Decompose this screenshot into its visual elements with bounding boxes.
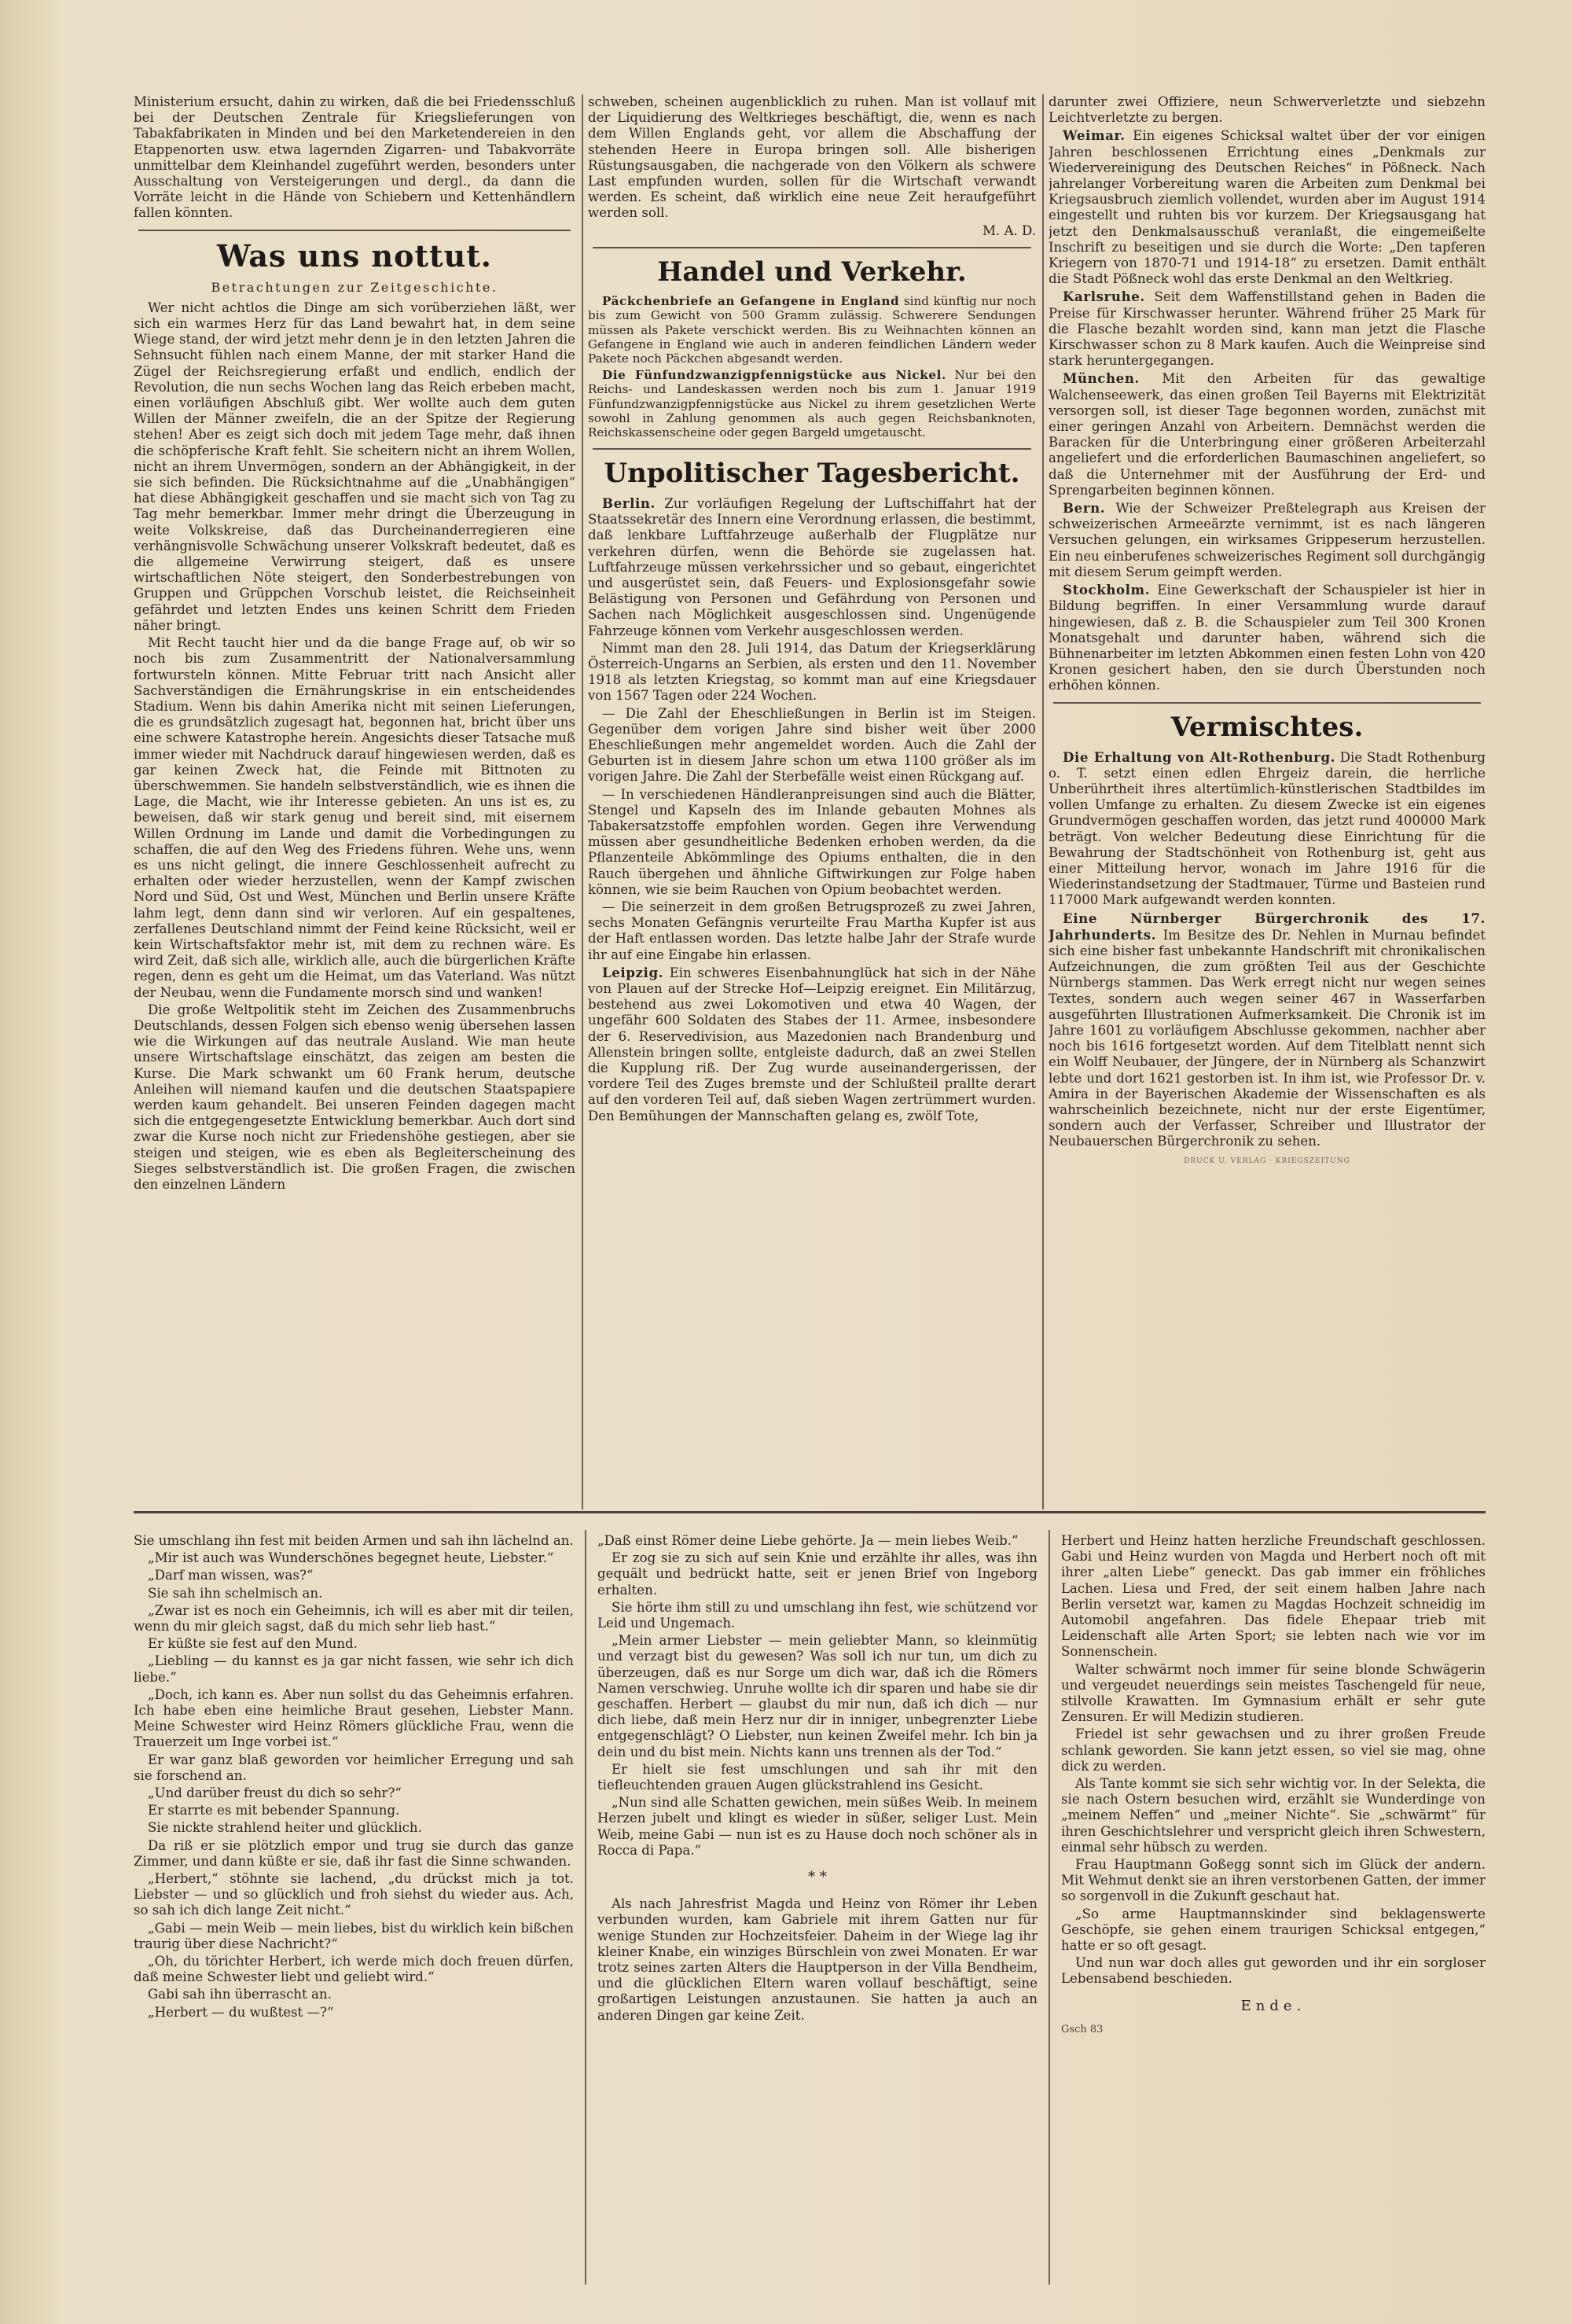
section-divider <box>593 247 1031 248</box>
column-3 <box>1049 94 1486 1502</box>
news-item-text: Die Stadt Rothenburg o. T. setzt einen edlen Ehrgeiz darein, die herrliche Unberührtheit ihres altertümlich-künstlerischen Stadtbildes im vollen Umfange zu erhalten. Zu diesem Zwecke ist ein eigenes Grundvermögen geschaffen worden, das jetzt rund 400000 Mark beträgt. Von welcher Bedeutung diese Einrichtung für die Bewahrung der Stadtschönheit von Rothenburg ist, geht aus einer Mitteilung hervor, wonach im Jahre 1916 für die Wiederinstandsetzung der Stadtmauer, Türme und Basteien rund 117000 Mark aufgewandt werden konnten. <box>1049 749 1486 908</box>
news-item-lead: Leipzig. <box>602 964 664 980</box>
news-item <box>588 294 1036 366</box>
serial-paragraph: Herbert und Heinz hatten herzliche Freundschaft geschlossen. Gabi und Heinz wurden von Magda und Herbert noch oft mit ihrer „alten Liebe“ geneckt. Das gab immer ein fröhliches Lachen. Liesa und Fred, der seit einem halben Jahre nach Berlin versetzt war, kamen zu Magdas Hochzeit schneidig im Automobil angefahren. Das fidele Ehepaar trieb mit Leidenschaft alle Arten Sport; sie lebten nach wie vor im Sonnenschein. <box>1061 1533 1486 1660</box>
news-item-lead: Die Fünfundzwanzigpfennigstücke aus Nickel. <box>602 367 946 382</box>
serial-paragraph: „Darf man wissen, was?“ <box>148 1568 314 1583</box>
news-item <box>588 495 1036 639</box>
news-item-text: Im Besitze des Dr. Nehlen in Murnau befindet sich eine bisher fast unbekannte Handschrift mit chronikalischen Aufzeichnungen, die zum größten Teil aus der Geschichte Nürnbergs stammen. Das Werk erregt nicht nur wegen seines Textes, sondern auch wegen seiner 467 in Wasserfarben ausgeführten Illustrationen Aufmerksamkeit. Die Chronik ist im Jahre 1601 zu vorläufigem Abschlusse gekommen, nachher aber noch bis 1616 fortgesetzt worden. Auf dem Titelblatt nennt sich ein Wolff Neubauer, der Jüngere, der in Nürnberg als Schanzwirt lebte und dort 1621 gestorben ist. In ihm ist, wie Professor Dr. v. Amira in der Bayerischen Akademie der Wissenschaften es als wahrscheinlich bezeichnete, nicht nur der erste Eigentümer, sondern auch der Verfasser, Schreiber und Illustrator der Neubauerschen Bürgerchronik zu sehen. <box>1049 927 1486 1149</box>
column-1 <box>134 94 575 1502</box>
news-item <box>1049 500 1486 580</box>
news-item-lead: Weimar. <box>1063 127 1126 144</box>
serial-paragraph: „Oh, du törichter Herbert, ich werde mich doch freuen dürfen, daß meine Schwester liebt und geliebt wird.“ <box>134 1954 574 1985</box>
section-heading-tagesbericht: Unpolitischer Tagesbericht. <box>604 457 1020 489</box>
serial-paragraph: Er küßte sie fest auf den Mund. <box>148 1636 358 1652</box>
article-paragraph: Die große Weltpolitik steht im Zeichen des Zusammenbruchs Deutschlands, dessen Folgen sich ebenso wenig übersehen lassen wie die Wirkungen auf das neutrale Ausland. Wie man heute unsere Wirtschaftslage einschätzt, das zeigen am besten die Kurse. Die Mark schwankt um 60 Frank herum, deutsche Anleihen will niemand kaufen und die deutschen Staatspapiere werden kaum gehandelt. Bei unseren Feinden dagegen macht sich die entgegengesetzte Entwicklung bemerkbar. Auch dort sind zwar die Kurse noch nicht zur Friedenshöhe gestiegen, aber sie steigen und steigen, wie es eben als Begleiterscheinung des Sieges selbstverständlich ist. Die großen Fragen, die zwischen den einzelnen Ländern <box>134 1002 575 1192</box>
serial-paragraph: „Doch, ich kann es. Aber nun sollst du das Geheimnis erfahren. Ich habe eben eine heimliche Braut gesehen, Liebster Mann. Meine Schwester wird Heinz Römers glückliche Frau, wenn die Trauerzeit um Inge vorbei ist.“ <box>134 1686 574 1750</box>
section-stars: * * <box>808 1869 827 1886</box>
serial-column-1 <box>134 1533 574 2288</box>
article-signature: M. A. D. <box>982 222 1036 238</box>
news-item-text: Ein eigenes Schicksal waltet über der vor einigen Jahren beschlossenen Errichtung eines „Denkmals zur Wiedervereinigung des Deutschen Reiches“ in Pößneck. Nach jahrelanger Vorbereitung waren die Arbeiten zum Denkmal bei Kriegsausbruch ziemlich vollendet, wurden aber im August 1914 eingestellt und ruhten bis vor kurzem. Der Kriegsausgang hat jetzt den Denkmalsausschuß veranlaßt, die eingemeißelte Inschrift zu beseitigen und sie durch die Worte: „Den tapferen Kriegern von 1870-71 und 1914-18“ zu ersetzen. Damit enthält die Stadt Pößneck wohl das erste Denkmal an den Weltkrieg. <box>1049 128 1486 287</box>
news-item-lead: Stockholm. <box>1063 582 1151 598</box>
serial-paragraph: „Mein armer Liebster — mein geliebter Mann, so kleinmütig und verzagt bist du gewesen? Was soll ich nur tun, um dich zu überzeugen, daß es nur Sorge um dich war, daß ich die Römers Namen verschwieg. Unruhe wollte ich dir sparen und habe sie dir geschaffen. Herbert — glaubst du mir nun, daß ich dich — nur dich liebe, daß mein Herz nur dir in inniger, unbegrenzter Liebe entgegenschlägt? O Liebster, nun keinen Zweifel mehr. Ich bin ja dein und du bist mein. Nichts kann uns trennen als der Tod.“ <box>597 1633 1038 1760</box>
news-item <box>1049 910 1486 1150</box>
serial-paragraph: Er hielt sie fest umschlungen und sah ihr mit den tiefleuchtenden grauen Augen glückstrahlend ins Gesicht. <box>597 1761 1038 1793</box>
column-2 <box>588 94 1036 1502</box>
serial-paragraph: Friedel ist sehr gewachsen und zu ihrer großen Freude schlank geworden. Sie kann jetzt essen, so viel sie mag, ohne dick zu werden. <box>1061 1726 1486 1774</box>
serial-paragraph: Als nach Jahresfrist Magda und Heinz von Römer ihr Leben verbunden wurden, kam Gabriele mit ihrem Gatten nur für wenige Stunden zur Hochzeitsfeier. Daheim in der Wiege lag ihr kleiner Knabe, ein winziges Bürschlein von zwei Monaten. Er war trotz seines zarten Alters die Hauptperson in der Villa Bendheim, und die glücklichen Eltern waren vollauf beschäftigt, seine großartigen Leistungen anzustaunen. Sie hatten ja auch an anderen Dingen gar keine Zeit. <box>597 1896 1038 2023</box>
serial-paragraph: Da riß er sie plötzlich empor und trug sie durch das ganze Zimmer, und dann küßte er sie, daß ihr fast die Sinne schwanden. <box>134 1837 574 1869</box>
serial-paragraph: „Gabi — mein Weib — mein liebes, bist du wirklich kein bißchen traurig über diese Nachricht?“ <box>134 1920 574 1951</box>
column-rule <box>585 1530 586 2285</box>
serial-paragraph: „Und darüber freust du dich so sehr?“ <box>148 1785 402 1801</box>
news-item <box>1049 582 1486 693</box>
news-item <box>588 368 1036 440</box>
news-item-text: Seit dem Waffenstillstand gehen in Baden die Preise für Kirschwasser herunter. Während früher 25 Mark für die Flasche bezahlt worden sind, kann man jetzt die Flasche Kirschwasser schon zu 8 Mark kaufen. Auch die Weinpreise sind stark heruntergegangen. <box>1049 289 1486 369</box>
news-item-text: Eine Gewerkschaft der Schauspieler ist hier in Bildung begriffen. In einer Versammlung wurde darauf hingewiesen, daß z. B. die Schauspieler zum Teil 300 Kronen Monatsgehalt und darunter haben, während sich die Bühnenarbeiter im letzten Abkommen einen festen Lohn von 420 Kronen gesichert haben, den sie durch Überstunden noch erhöhen können. <box>1049 583 1486 693</box>
serial-divider <box>134 1511 1486 1513</box>
section-divider <box>593 448 1031 450</box>
serial-paragraph: „So arme Hauptmannskinder sind beklagenswerte Geschöpfe, sie gehen einem traurigen Schicksal entgegen,“ hatte er so oft gesagt. <box>1061 1906 1486 1954</box>
serial-paragraph: Sie sah ihn schelmisch an. <box>148 1585 323 1601</box>
column-rule <box>582 94 583 1509</box>
serial-paragraph: Er war ganz blaß geworden vor heimlicher Erregung und sah sie forschend an. <box>134 1752 574 1783</box>
news-item-lead: Eine Nürnberger Bürgerchronik des 17. Jahrhunderts. <box>1049 910 1486 943</box>
news-item: Nimmt man den 28. Juli 1914, das Datum der Kriegserklärung Österreich-Ungarns an Serbien, als ersten und den 11. November 1918 als letzten Kriegstag, so kommt man auf eine Kriegsdauer von 1567 Tagen oder 224 Wochen. <box>588 640 1036 704</box>
news-item-text: Mit den Arbeiten für das gewaltige Walchenseewerk, das einen großen Teil Bayerns mit Elektrizität versorgen soll, ist dieser Tage begonnen worden, zunächst mit einer geringen Anzahl von Arbeitern. Demnächst werden die Baracken für die Unterbringung einer größeren Arbeiterzahl angeliefert und die erforderlichen Baumaschinen angeliefert, so daß die Unternehmer mit der Ausführung der Erd- und Sprengarbeiten beginnen können. <box>1049 371 1486 498</box>
news-item-text: Zur vorläufigen Regelung der Luftschiffahrt hat der Staatssekretär des Innern eine Verordnung erlassen, die bestimmt, daß lenkbare Luftfahrzeuge außerhalb der Flugplätze nur verkehren dürfen, wenn die Behörde sie zugelassen hat. Luftfahrzeuge müssen verkehrssicher und so gebaut, eingerichtet und ausgerüstet sein, daß Feuers- und Explosionsgefahr sowie Belästigung von Personen und Gefährdung von Personen und Sachen nach Möglichkeit ausgeschlossen sind. Ungenügende Fahrzeuge können vom Verkehr ausgeschlossen werden. <box>588 495 1036 638</box>
serial-paragraph: Sie nickte strahlend heiter und glücklich. <box>148 1820 422 1836</box>
news-item: — In verschiedenen Händleranpreisungen sind auch die Blätter, Stengel und Kapseln des im Inlande gebauten Mohnes als Tabakersatzstoffe empfohlen worden. Gegen ihre Verwendung müssen aber gesundheitliche Bedenken erhoben werden, da die Pflanzenteile Abkömmlinge des Opiums enthalten, die in den Rauch übergehen und ähnliche Giftwirkungen zur Folge haben können, wie sie beim Rauchen von Opium beobachtet werden. <box>588 786 1036 897</box>
serial-paragraph: Walter schwärmt noch immer für seine blonde Schwägerin und vergeudet neuerdings sein meistes Taschengeld für neue, stilvolle Krawatten. Im Gymnasium erhält er sehr gute Zensuren. Er will Medizin studieren. <box>1061 1661 1486 1725</box>
column-rule <box>1049 1530 1050 2285</box>
serial-paragraph: Sie hörte ihm still zu und umschlang ihn fest, wie schützend vor Leid und Ungemach. <box>597 1599 1038 1631</box>
serial-paragraph: Als Tante kommt sie sich sehr wichtig vor. In der Selekta, die sie nach Ostern besuchen wird, erzählt sie Wunderdinge von „meinem Neffen“ und „meiner Nichte“. Sie „schwärmt“ für ihren Geschichtslehrer und verspricht gleich ihren Schwestern, einmal sehr hübsch zu werden. <box>1061 1776 1486 1855</box>
news-item <box>1049 749 1486 909</box>
news-item <box>1049 127 1486 287</box>
serial-paragraph: „Herbert,“ stöhnte sie lachend, „du drückst mich ja tot. Liebster — und so glücklich und froh siehst du wieder aus. Ach, so sah ich dich lange Zeit nicht.“ <box>134 1871 574 1918</box>
article-heading-was-uns-nottut: Was uns nottut. <box>217 237 492 274</box>
serial-paragraph: „Daß einst Römer deine Liebe gehörte. Ja — mein liebes Weib.“ <box>597 1533 1019 1548</box>
serial-paragraph: Frau Hauptmann Goßegg sonnt sich im Glück der andern. Mit Wehmut denkt sie an ihren verstorbenen Gatten, der immer so sorgenvoll in die Zukunft geschaut hat. <box>1061 1857 1486 1904</box>
serial-column-3 <box>1061 1533 1486 2288</box>
news-item-lead: Karlsruhe. <box>1063 289 1145 305</box>
news-item: — Die Zahl der Eheschließungen in Berlin ist im Steigen. Gegenüber dem vorigen Jahre sind bisher weit über 2000 Eheschließungen mehr angemeldet worden. Auch die Zahl der Geburten ist in diesem Jahre schon um etwa 1100 größer als im vorigen Jahre. Die Zahl der Sterbefälle weist einen Rückgang auf. <box>588 705 1036 785</box>
news-item-lead: Berlin. <box>602 495 656 511</box>
serial-end-mark: Ende. <box>1240 1997 1306 2014</box>
news-item-text: sind künftig nur noch bis zum Gewicht von 500 Gramm zulässig. Schwerere Sendungen müssen als Pakete verschickt werden. Bis zu Weihnachten können an Gefangene in England wie auch in anderen feindlichen Ländern weder Pakete noch Päckchen abgesandt werden. <box>588 293 1036 366</box>
news-item-lead: München. <box>1063 370 1140 387</box>
tobacco-notice: Ministerium ersucht, dahin zu wirken, daß die bei Friedensschluß bei der Deutschen Zentrale für Kriegslieferungen von Tabakfabrikaten in Minden und bei den Marketendereien in den Etappenorten usw. etwa lagernden Zigarren- und Tabakvorräte unmittelbar dem Kleinhandel zugeführt werden, besonders unter Ausschaltung von Versteigerungen und dergl., da dann die Vorräte leicht in die Hände von Schiebern und Kettenhändlern fallen könnten. <box>134 94 575 221</box>
news-item-text: Ein schweres Eisenbahnunglück hat sich in der Nähe von Plauen auf der Strecke Hof—Leipzig ereignet. Ein Militärzug, bestehend aus zwei Lokomotiven und etwa 40 Wagen, der ungefähr 600 Soldaten des Stabes der 11. Armee, insbesondere der 6. Reservedivision, aus Mazedonien nach Brandenburg und Allenstein bringen sollte, entgleiste dadurch, daß an zwei Stellen die Kupplung riß. Der Zug wurde auseinandergerissen, der vordere Teil des Zuges bremste und der Schlußteil prallte derart auf den vorderen Teil auf, daß sieben Wagen zertrümmert wurden. Den Bemühungen der Mannschaften gelang es, zwölf Tote, <box>588 965 1036 1123</box>
news-item: — Die seinerzeit in dem großen Betrugsprozeß zu zwei Jahren, sechs Monaten Gefängnis verurteilte Frau Martha Kupfer ist aus der Haft entlassen worden. Das letzte halbe Jahr der Strafe wurde ihr auf eine Eingabe hin erlassen. <box>588 899 1036 962</box>
serial-paragraph: „Nun sind alle Schatten gewichen, mein süßes Weib. In meinem Herzen jubelt und klingt es wieder in süßer, seliger Lust. Mein Weib, meine Gabi — nun ist es zu Hause doch noch schöner als in Rocca di Papa.“ <box>597 1795 1038 1858</box>
news-item-lead: Päckchenbriefe an Gefangene in England <box>602 293 900 308</box>
news-item-lead: Bern. <box>1063 500 1106 517</box>
serial-paragraph: „Zwar ist es noch ein Geheimnis, ich will es aber mit dir teilen, wenn du mir gleich sagst, daß du mich sehr lieb hast.“ <box>134 1602 574 1635</box>
serial-column-2 <box>597 1533 1038 2288</box>
printer-mark: Gsch 83 <box>1061 2023 1104 2035</box>
news-continuation: darunter zwei Offiziere, neun Schwerverletzte und siebzehn Leichtverletzte zu bergen. <box>1049 94 1486 126</box>
news-item <box>1049 370 1486 498</box>
serial-paragraph: Gabi sah ihn überrascht an. <box>148 1987 332 2002</box>
serial-paragraph: „Herbert — du wußtest —?“ <box>148 2004 334 2020</box>
news-item-lead: Die Erhaltung von Alt-Rothenburg. <box>1063 748 1336 765</box>
news-item-text: Wie der Schweizer Preßtelegraph aus Kreisen der schweizerischen Armeeärzte vernimmt, ist es nach längeren Versuchen gelungen, ein wirksames Grippeserum herzustellen. Ein neu einberufenes schweizerisches Regiment soll durchgängig mit diesem Serum geimpft werden. <box>1049 501 1486 579</box>
article-subheading: Betrachtungen zur Zeitgeschichte. <box>211 279 498 295</box>
serial-paragraph: Er starrte es mit bebender Spannung. <box>148 1803 400 1818</box>
serial-paragraph: Sie umschlang ihn fest mit beiden Armen und sah ihn lächelnd an. <box>134 1533 574 1548</box>
news-item <box>1049 289 1486 369</box>
column-rule <box>1042 94 1044 1509</box>
article-continuation: schweben, scheinen augenblicklich zu ruhen. Man ist vollauf mit der Liquidierung des Weltkrieges beschäftigt, die, wenn es nach dem Willen Englands geht, vor allem die Abschaffung der stehenden Heere in Europa bringen soll. Alle bisherigen Rüstungsausgaben, die nachgerade von den Völkern als schwere Last empfunden wurden, sollen für die Wirtschaft verwandt werden. Es scheint, daß wirklich eine neue Zeit heraufgeführt werden soll. <box>588 94 1036 221</box>
section-divider <box>1053 702 1481 704</box>
serial-paragraph: Er zog sie zu sich auf sein Knie und erzählte ihr alles, was ihn gequält und bedrückt hatte, seit er jenen Brief von Ingeborg erhalten. <box>597 1550 1038 1598</box>
section-divider <box>138 230 571 231</box>
article-paragraph: Mit Recht taucht hier und da die bange Frage auf, ob wir so noch bis zum Zusammentritt der Nationalversammlung fortwursteln können. Mitte Februar tritt nach Ansicht aller Sachverständigen die Ernährungskrise in ein entscheidendes Stadium. Wenn bis dahin Amerika nicht mit seinen Lieferungen, die es grundsätzlich zugesagt hat, begonnen hat, bricht über uns eine schwere Katastrophe herein. Angesichts dieser Tatsache muß immer wieder mit Nachdruck darauf hingewiesen werden, daß es gar keinen Zweck hat, die Feinde mit Bittnoten zu überschwemmen. Sie handeln selbstverständlich, wie es ihnen die Lage, die Macht, wie ihr Interesse gebieten. An uns ist es, zu beweisen, daß wir stark genug und bereit sind, mit eisernem Willen Ordnung im Lande und damit die Vorbedingungen zu schaffen, die auf den Weg des Friedens führen. Wehe uns, wenn es uns nicht gelingt, die innere Geschlossenheit aufrecht zu erhalten oder wieder herzustellen, wenn der Kampf zwischen Nord und Süd, Ost und West, München und Berlin unsere Kräfte lahm legt, denn dann sind wir verloren. Auf ein gespaltenes, zerfallenes Deutschland nimmt der Feind keine Rücksicht, weil er kein Wirtschaftsfaktor mehr ist, mit dem zu rechnen wäre. Es wird Zeit, daß sich alle, wirklich alle, auch die bürgerlichen Kräfte regen, denn es geht um die Heimat, um das Vaterland. Was nützt der Neubau, wenn die Fundamente morsch sind und wanken! <box>134 635 575 1000</box>
news-item <box>588 965 1036 1124</box>
serial-paragraph: „Liebling — du kannst es ja gar nicht fassen, wie sehr ich dich liebe.“ <box>134 1653 574 1685</box>
section-heading-vermischtes: Vermischtes. <box>1170 711 1364 743</box>
article-paragraph: Wer nicht achtlos die Dinge am sich vorüberziehen läßt, wer sich ein warmes Herz für das Land bewahrt hat, in dem seine Wiege stand, der wird jetzt mehr denn je in den letzten Jahren die Sehnsucht fühlen nach einem Manne, der mit starker Hand die Zügel der Reichsregierung erfaßt und endlich, endlich der Revolution, die nun sechs Wochen lang das Reich erbeben macht, einen vorläufigen Abschluß gibt. Wer wollte auch dem guten Willen der Männer zweifeln, die an der Spitze der Regierung stehen! Aber es zeigt sich doch mit jedem Tage mehr, daß ihnen die schöpferische Kraft fehlt. Sie scheitern nicht an ihrem Wollen, nicht an ihrem Unvermögen, sondern an der Abhängigkeit, in der sie sich befinden. Die Rücksichtnahme auf die „Unabhängigen“ hat diese Abhängigkeit geschaffen und sie macht sich von Tag zu Tag mehr bemerkbar. Immer mehr dringt die Überzeugung in weite Volkskreise, daß das Durcheinanderregieren eine verhängnisvolle Schwächung unserer Volkskraft bedeutet, daß es die allgemeine Verwirrung steigert, daß es unsere wirtschaftlichen Nöte steigert, den Sonderbestrebungen von Gruppen und Grüppchen Vorschub leistet, die Reichseinheit gefährdet und letzten Endes uns keinen Schritt dem Frieden näher bringt. <box>134 300 575 633</box>
serial-paragraph: „Mir ist auch was Wunderschönes begegnet heute, Liebster.“ <box>148 1550 554 1566</box>
news-item-text: Nur bei den Reichs- und Landeskassen werden noch bis zum 1. Januar 1919 Fünfundzwanzigpfennigstücke aus Nickel zu ihrem gesetzlichen Werte sowohl in Zahlung genommen als auch gegen Reichsbanknoten, Reichskassenscheine oder gegen Bargeld umgetauscht. <box>588 367 1036 440</box>
serial-paragraph: Und nun war doch alles gut geworden und ihr ein sorgloser Lebensabend beschieden. <box>1061 1955 1486 1987</box>
serial-text <box>134 1533 574 2021</box>
printer-imprint: DRUCK U. VERLAG · KRIEGSZEITUNG <box>1184 1156 1350 1165</box>
section-heading-handel: Handel und Verkehr. <box>657 256 967 288</box>
